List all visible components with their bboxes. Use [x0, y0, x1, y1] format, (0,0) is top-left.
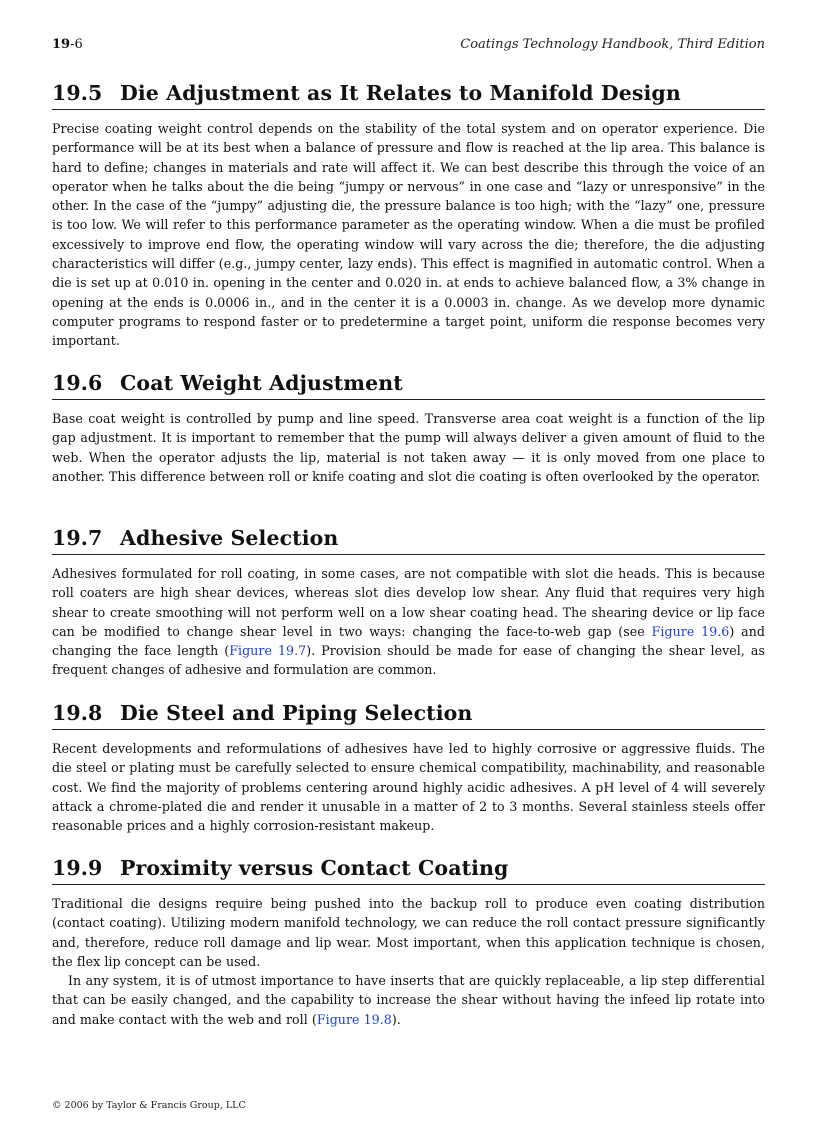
figure-19-6-link[interactable]: Figure 19.6 — [651, 623, 730, 639]
section-body — [52, 564, 765, 680]
section-title: Coat Weight Adjustment — [120, 371, 403, 395]
paragraph-text: ). — [391, 1011, 401, 1027]
section-body — [52, 739, 765, 835]
page-number — [52, 36, 83, 54]
paragraph-text: Adhesives formulated for roll coating, in some cases, are not compatible with slot die heads. This is because roll coaters are high shear devices, whereas slot dies develop low shear. Any fluid that requires very high shear to create smoothing will not perform well on a low shear coating head. The shearing device or lip face can be modified to change shear level in two ways: changing the face-to-web gap (see — [52, 566, 765, 639]
paragraph-text: In any system, it is of utmost importance to have inserts that are quickly replaceable, a lip step differential that can be easily changed, and the capability to increase the shear without having the infeed lip rotate into and make contact with the web and roll ( — [52, 973, 765, 1027]
paragraph — [52, 971, 765, 1029]
paragraph: Base coat weight is controlled by pump and line speed. Transverse area coat weight is a function of the lip gap adjustment. It is important to remember that the pump will always deliver a given amount of fluid to the web. When the operator adjusts the lip, material is not taken away — it is only moved from one place to another. This difference between roll or knife coating and slot die coating is often overlooked by the operator. — [52, 411, 765, 484]
section-title: Die Adjustment as It Relates to Manifold Design — [120, 81, 681, 105]
paragraph — [52, 564, 765, 680]
running-header — [52, 36, 765, 54]
section-body — [52, 894, 765, 1029]
section-19-7 — [52, 525, 765, 680]
section-number: 19.8 — [52, 701, 103, 725]
copyright-footer: © 2006 by Taylor & Francis Group, LLC — [52, 1100, 246, 1111]
section-heading — [52, 525, 765, 555]
section-body — [52, 119, 765, 351]
section-title: Die Steel and Piping Selection — [120, 701, 473, 725]
document-page — [52, 0, 765, 1123]
figure-19-8-link[interactable]: Figure 19.8 — [316, 1011, 392, 1027]
section-body — [52, 409, 765, 486]
chapter-number: 19 — [52, 37, 71, 52]
section-heading — [52, 370, 765, 400]
figure-19-7-link[interactable]: Figure 19.7 — [229, 643, 307, 659]
section-number: 19.7 — [52, 526, 103, 550]
paragraph: Recent developments and reformulations of adhesives have led to highly corrosive or aggressive fluids. The die steel or plating must be carefully selected to ensure chemical compatibility, machinability, and reasonable cost. We find the majority of problems centering around highly acidic adhesives. A pH level of 4 will severely attack a chrome-plated die and render it unusable in a matter of 2 to 3 months. Several stainless steels offer reasonable prices and a highly corrosion-resistant makeup. — [52, 741, 765, 834]
paragraph-text: ). Provision should be made for ease of changing the shear level, as frequent changes of adhesive and formulation are common. — [52, 643, 765, 678]
section-heading — [52, 80, 765, 110]
section-number: 19.9 — [52, 856, 103, 880]
section-title: Proximity versus Contact Coating — [120, 856, 509, 880]
paragraph: Precise coating weight control depends on the stability of the total system and on operator experience. Die performance will be at its best when a balance of pressure and flow is reached at the lip area. This balance is hard to define; changes in materials and rate will affect it. We can best describe this through the voice of an operator when he talks about the die being “jumpy or nervous” in one case and “lazy or unresponsive” in the other. In the case of the “jumpy” adjusting die, the pressure balance is too high; with the “lazy” one, pressure is too low. We will refer to this performance parameter as the operating window. When a die must be profiled excessively to improve end flow, the operating window will vary across the die; therefore, the die adjusting characteristics will differ (e.g., jumpy center, lazy ends). This effect is magnified in automatic control. When a die is set up at 0.010 in. opening in the center and 0.020 in. at ends to achieve balanced flow, a 3% change in opening at the ends is 0.0006 in., and in the center it is a 0.0003 in. change. As we develop more dynamic computer programs to respond faster or to predetermine a target point, uniform die response becomes very important. — [52, 121, 765, 349]
section-19-5 — [52, 80, 765, 351]
section-19-6 — [52, 370, 765, 486]
section-19-9 — [52, 855, 765, 1029]
section-19-8 — [52, 700, 765, 835]
paragraph: Traditional die designs require being pushed into the backup roll to produce even coating distribution (contact coating). Utilizing modern manifold technology, we can reduce the roll contact pressure significantly and, therefore, reduce roll damage and lip wear. Most important, when this application technique is chosen, the flex lip concept can be used. — [52, 896, 765, 969]
section-title: Adhesive Selection — [120, 526, 339, 550]
book-title: Coatings Technology Handbook, Third Edition — [460, 37, 765, 52]
section-heading — [52, 855, 765, 885]
section-number: 19.6 — [52, 371, 103, 395]
section-heading — [52, 700, 765, 730]
section-number: 19.5 — [52, 81, 103, 105]
paragraph-text: ) and changing the face length ( — [52, 623, 765, 659]
page-suffix: -6 — [70, 37, 83, 52]
